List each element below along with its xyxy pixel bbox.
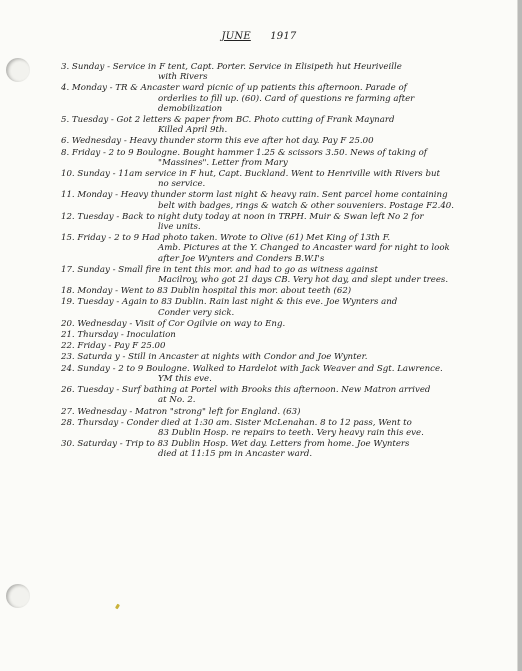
entry-continuation: after Joe Wynters and Conders B.W.I's bbox=[158, 253, 325, 264]
heading-month: JUNE bbox=[221, 31, 251, 42]
entry-text: 6. Wednesday - Heavy thunder storm this eve after hot day. Pay F 25.00 bbox=[61, 136, 374, 147]
entry-continuation: Macilroy, who got 21 days CB. Very hot day, and slept under trees. bbox=[158, 275, 449, 286]
entry-continuation: Amb. Pictures at the Y. Changed to Ancaster ward for night to look bbox=[158, 243, 450, 254]
entry-text: 11. Monday - Heavy thunder storm last night & heavy rain. Sent parcel home containing bbox=[61, 190, 448, 201]
diary-entry bbox=[61, 319, 511, 329]
diary-entry bbox=[61, 330, 511, 340]
entry-continuation: 83 Dublin Hosp. re repairs to teeth. Very heavy rain this eve. bbox=[158, 427, 424, 438]
page-heading bbox=[0, 31, 518, 42]
diary-entry bbox=[61, 385, 511, 405]
diary-entry bbox=[61, 148, 511, 168]
diary-entry bbox=[61, 212, 511, 232]
diary-entry bbox=[61, 407, 511, 417]
diary-entry bbox=[61, 341, 511, 351]
entry-continuation: "Massines". Letter from Mary bbox=[158, 157, 288, 168]
entry-continuation: Conder very sick. bbox=[158, 307, 235, 318]
entry-text: 5. Tuesday - Got 2 letters & paper from BC. Photo cutting of Frank Maynard bbox=[61, 115, 395, 126]
entry-text: 24. Sunday - 2 to 9 Boulogne. Walked to Hardelot with Jack Weaver and Sgt. Lawrence. bbox=[61, 363, 443, 374]
entry-text: 10. Sunday - 11am service in F hut, Capt. Buckland. Went to Henriville with Rivers but bbox=[61, 169, 440, 180]
diary-entry bbox=[61, 265, 511, 285]
diary-entry bbox=[61, 233, 511, 264]
binder-hole-bottom bbox=[6, 584, 30, 608]
diary-entry bbox=[61, 418, 511, 438]
entry-continuation: demobilization bbox=[158, 103, 223, 114]
diary-entry bbox=[61, 115, 511, 135]
diary-entry bbox=[61, 352, 511, 362]
entry-text: 28. Thursday - Conder died at 1:30 am. Sister McLenahan. 8 to 12 pass, Went to bbox=[61, 417, 412, 428]
entry-continuation: no service. bbox=[158, 179, 206, 190]
entry-text: 27. Wednesday - Matron "strong" left for England. (63) bbox=[61, 406, 301, 417]
diary-entry bbox=[61, 62, 511, 82]
entry-text: 22. Friday - Pay F 25.00 bbox=[61, 341, 166, 352]
diary-entry bbox=[61, 286, 511, 296]
entry-continuation: Killed April 9th. bbox=[158, 125, 228, 136]
diary-entry bbox=[61, 364, 511, 384]
entry-text: 21. Thursday - Inoculation bbox=[61, 330, 176, 341]
entry-continuation: orderlies to fill up. (60). Card of questions re farming after bbox=[158, 93, 415, 104]
entry-continuation: belt with badges, rings & watch & other souveniers. Postage F2.40. bbox=[158, 200, 454, 211]
entry-text: 19. Tuesday - Again to 83 Dublin. Rain last night & this eve. Joe Wynters and bbox=[61, 297, 398, 308]
entry-text: 20. Wednesday - Visit of Cor Ogilvie on way to Eng. bbox=[61, 318, 286, 329]
diary-entry bbox=[61, 439, 511, 459]
entry-text: 18. Monday - Went to 83 Dublin hospital this mor. about teeth (62) bbox=[61, 286, 352, 297]
diary-entry bbox=[61, 169, 511, 189]
diary-entry bbox=[61, 297, 511, 317]
entry-continuation: YM this eve. bbox=[158, 373, 212, 384]
entry-text: 23. Saturda y - Still in Ancaster at nights with Condor and Joe Wynter. bbox=[61, 352, 368, 363]
entry-text: 3. Sunday - Service in F tent, Capt. Porter. Service in Elisipeth hut Heuriveille bbox=[61, 62, 402, 72]
entry-text: 15. Friday - 2 to 9 Had photo taken. Wrote to Olive (61) Met King of 13th F. bbox=[61, 233, 391, 244]
ink-mark bbox=[115, 604, 120, 610]
entry-text: 4. Monday - TR & Ancaster ward picnic of up patients this afternoon. Parade of bbox=[61, 83, 407, 94]
diary-entry bbox=[61, 83, 511, 114]
entry-continuation: died at 11:15 pm in Ancaster ward. bbox=[158, 449, 313, 460]
entry-text: 26. Tuesday - Surf bathing at Portel with Brooks this afternoon. New Matron arrived bbox=[61, 385, 431, 396]
entry-continuation: at No. 2. bbox=[158, 395, 196, 406]
binder-hole-top bbox=[6, 58, 30, 82]
entry-continuation: live units. bbox=[158, 222, 201, 233]
entry-continuation: with Rivers bbox=[158, 72, 208, 83]
entry-text: 30. Saturday - Trip to 83 Dublin Hosp. Wet day. Letters from home. Joe Wynters bbox=[61, 439, 410, 450]
entry-text: 17. Sunday - Small fire in tent this mor. and had to go as witness against bbox=[61, 264, 378, 275]
heading-year: 1917 bbox=[270, 31, 297, 42]
diary-entries bbox=[61, 62, 511, 460]
diary-entry bbox=[61, 136, 511, 146]
entry-text: 12. Tuesday - Back to night duty today at noon in TRPH. Muir & Swan left No 2 for bbox=[61, 211, 424, 222]
entry-text: 8. Friday - 2 to 9 Boulogne. Bought hammer 1.25 & scissors 3.50. News of taking of bbox=[61, 147, 427, 158]
diary-entry bbox=[61, 190, 511, 210]
